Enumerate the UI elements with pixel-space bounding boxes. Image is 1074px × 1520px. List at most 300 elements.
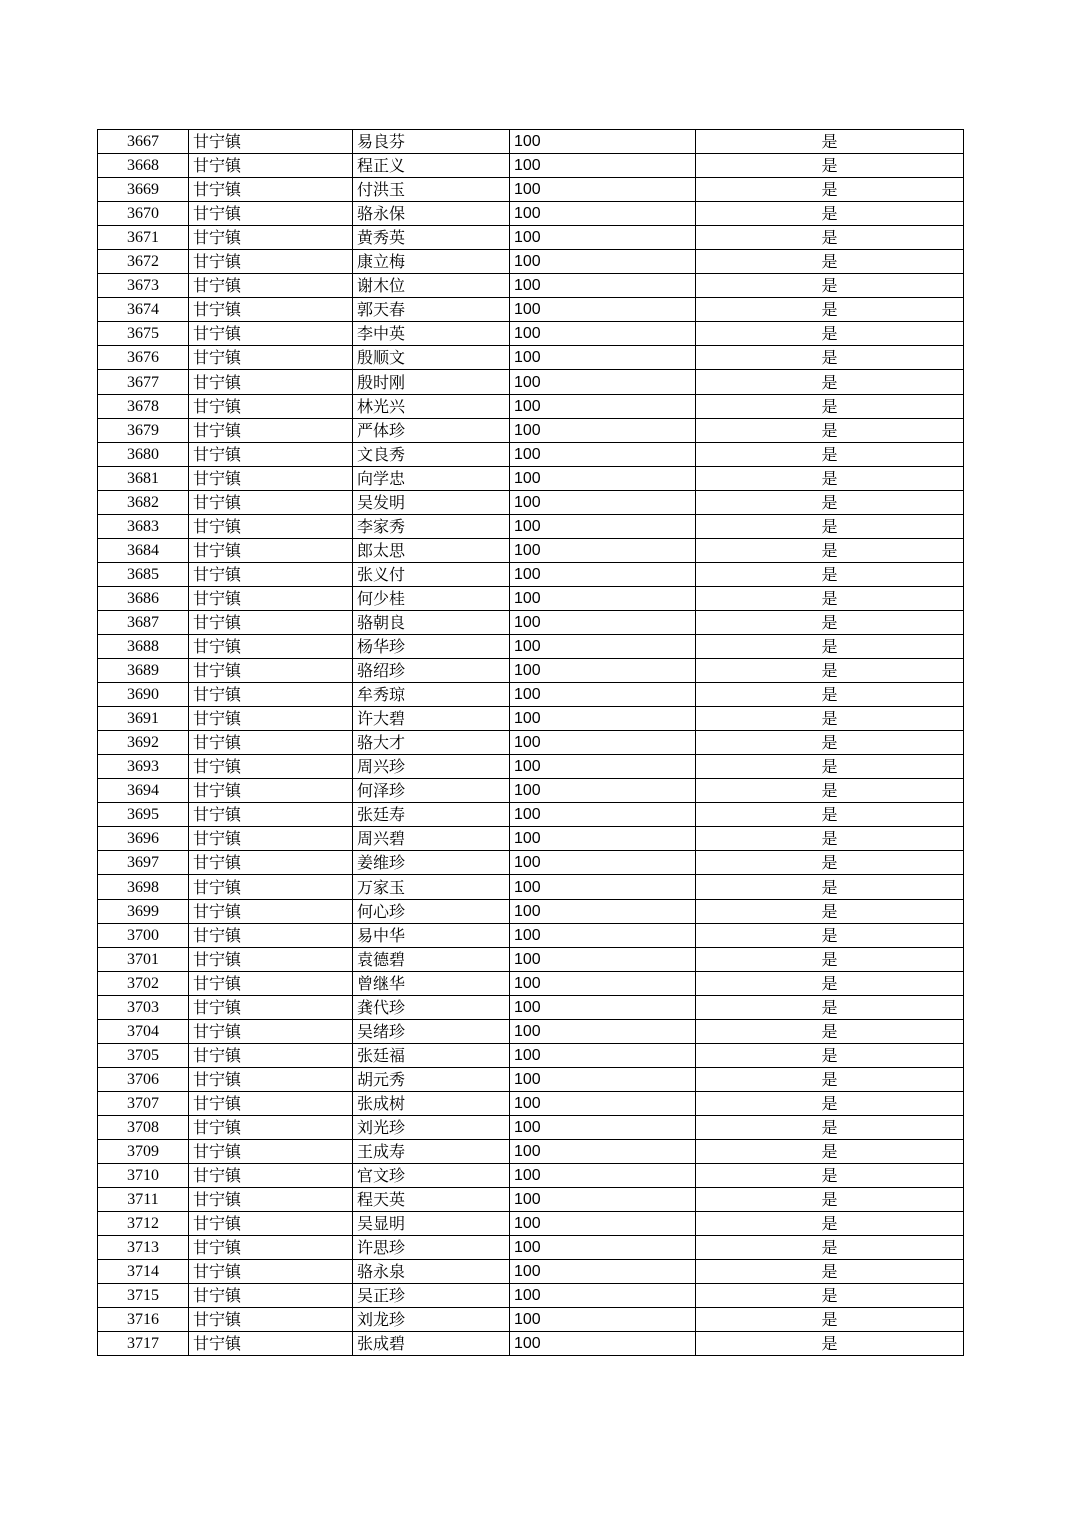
name-cell: 何泽珍 [353,779,510,803]
town-cell: 甘宁镇 [189,1164,353,1188]
status-cell: 是 [696,394,964,418]
row-number-cell: 3714 [98,1260,189,1284]
row-number-cell: 3676 [98,346,189,370]
amount-cell: 100 [510,394,696,418]
status-cell: 是 [696,851,964,875]
amount-cell: 100 [510,274,696,298]
name-cell: 何少桂 [353,586,510,610]
status-cell: 是 [696,659,964,683]
town-cell: 甘宁镇 [189,1212,353,1236]
name-cell: 殷时刚 [353,370,510,394]
town-cell: 甘宁镇 [189,1115,353,1139]
status-cell: 是 [696,683,964,707]
status-cell: 是 [696,562,964,586]
name-cell: 胡元秀 [353,1067,510,1091]
table-body [98,130,964,1356]
amount-cell: 100 [510,683,696,707]
amount-cell: 100 [510,346,696,370]
name-cell: 向学忠 [353,466,510,490]
amount-cell: 100 [510,659,696,683]
status-cell: 是 [696,947,964,971]
amount-cell: 100 [510,514,696,538]
amount-cell: 100 [510,250,696,274]
amount-cell: 100 [510,1212,696,1236]
town-cell: 甘宁镇 [189,755,353,779]
town-cell: 甘宁镇 [189,178,353,202]
town-cell: 甘宁镇 [189,202,353,226]
row-number-cell: 3671 [98,226,189,250]
amount-cell: 100 [510,634,696,658]
row-number-cell: 3690 [98,683,189,707]
status-cell: 是 [696,154,964,178]
row-number-cell: 3684 [98,538,189,562]
table-row [98,1332,964,1356]
amount-cell: 100 [510,1067,696,1091]
table-row [98,514,964,538]
amount-cell: 100 [510,154,696,178]
name-cell: 周兴碧 [353,827,510,851]
status-cell: 是 [696,1115,964,1139]
table-row [98,683,964,707]
town-cell: 甘宁镇 [189,827,353,851]
town-cell: 甘宁镇 [189,514,353,538]
name-cell: 许思珍 [353,1236,510,1260]
amount-cell: 100 [510,995,696,1019]
table-row [98,707,964,731]
row-number-cell: 3713 [98,1236,189,1260]
status-cell: 是 [696,1308,964,1332]
row-number-cell: 3679 [98,418,189,442]
town-cell: 甘宁镇 [189,490,353,514]
amount-cell: 100 [510,971,696,995]
name-cell: 牟秀琼 [353,683,510,707]
status-cell: 是 [696,1043,964,1067]
status-cell: 是 [696,707,964,731]
row-number-cell: 3668 [98,154,189,178]
row-number-cell: 3677 [98,370,189,394]
table-row [98,947,964,971]
status-cell: 是 [696,803,964,827]
row-number-cell: 3715 [98,1284,189,1308]
row-number-cell: 3692 [98,731,189,755]
amount-cell: 100 [510,322,696,346]
table-row [98,418,964,442]
row-number-cell: 3689 [98,659,189,683]
town-cell: 甘宁镇 [189,1308,353,1332]
town-cell: 甘宁镇 [189,1260,353,1284]
table-row [98,562,964,586]
row-number-cell: 3674 [98,298,189,322]
status-cell: 是 [696,274,964,298]
status-cell: 是 [696,442,964,466]
town-cell: 甘宁镇 [189,538,353,562]
status-cell: 是 [696,418,964,442]
table-row [98,1260,964,1284]
row-number-cell: 3670 [98,202,189,226]
name-cell: 林光兴 [353,394,510,418]
table-row [98,178,964,202]
town-cell: 甘宁镇 [189,298,353,322]
status-cell: 是 [696,875,964,899]
name-cell: 易良芬 [353,130,510,154]
table-row [98,346,964,370]
table-row [98,1188,964,1212]
name-cell: 骆永保 [353,202,510,226]
town-cell: 甘宁镇 [189,274,353,298]
name-cell: 张廷福 [353,1043,510,1067]
town-cell: 甘宁镇 [189,322,353,346]
name-cell: 李家秀 [353,514,510,538]
amount-cell: 100 [510,1308,696,1332]
name-cell: 袁德碧 [353,947,510,971]
row-number-cell: 3708 [98,1115,189,1139]
table-row [98,226,964,250]
row-number-cell: 3683 [98,514,189,538]
status-cell: 是 [696,490,964,514]
row-number-cell: 3701 [98,947,189,971]
amount-cell: 100 [510,1260,696,1284]
town-cell: 甘宁镇 [189,442,353,466]
row-number-cell: 3680 [98,442,189,466]
amount-cell: 100 [510,1284,696,1308]
name-cell: 张成树 [353,1091,510,1115]
town-cell: 甘宁镇 [189,586,353,610]
table-row [98,995,964,1019]
table-row [98,298,964,322]
name-cell: 郭天春 [353,298,510,322]
table-row [98,1284,964,1308]
table-row [98,1164,964,1188]
row-number-cell: 3691 [98,707,189,731]
town-cell: 甘宁镇 [189,731,353,755]
table-row [98,1043,964,1067]
amount-cell: 100 [510,586,696,610]
town-cell: 甘宁镇 [189,851,353,875]
status-cell: 是 [696,202,964,226]
table-row [98,779,964,803]
town-cell: 甘宁镇 [189,226,353,250]
row-number-cell: 3703 [98,995,189,1019]
status-cell: 是 [696,514,964,538]
row-number-cell: 3682 [98,490,189,514]
row-number-cell: 3669 [98,178,189,202]
town-cell: 甘宁镇 [189,1236,353,1260]
status-cell: 是 [696,1067,964,1091]
status-cell: 是 [696,1284,964,1308]
status-cell: 是 [696,1164,964,1188]
row-number-cell: 3711 [98,1188,189,1212]
row-number-cell: 3687 [98,610,189,634]
name-cell: 吴正珍 [353,1284,510,1308]
row-number-cell: 3672 [98,250,189,274]
amount-cell: 100 [510,1115,696,1139]
town-cell: 甘宁镇 [189,707,353,731]
name-cell: 张廷寿 [353,803,510,827]
table-row [98,1067,964,1091]
town-cell: 甘宁镇 [189,1043,353,1067]
table-row [98,731,964,755]
amount-cell: 100 [510,851,696,875]
name-cell: 文良秀 [353,442,510,466]
table-row [98,370,964,394]
name-cell: 骆永泉 [353,1260,510,1284]
table-row [98,923,964,947]
amount-cell: 100 [510,1019,696,1043]
status-cell: 是 [696,610,964,634]
amount-cell: 100 [510,538,696,562]
amount-cell: 100 [510,370,696,394]
table-row [98,322,964,346]
status-cell: 是 [696,1188,964,1212]
name-cell: 黄秀英 [353,226,510,250]
name-cell: 易中华 [353,923,510,947]
name-cell: 程天英 [353,1188,510,1212]
town-cell: 甘宁镇 [189,346,353,370]
amount-cell: 100 [510,731,696,755]
name-cell: 何心珍 [353,899,510,923]
row-number-cell: 3709 [98,1139,189,1163]
name-cell: 骆大才 [353,731,510,755]
town-cell: 甘宁镇 [189,1019,353,1043]
amount-cell: 100 [510,1332,696,1356]
town-cell: 甘宁镇 [189,923,353,947]
amount-cell: 100 [510,466,696,490]
name-cell: 谢木位 [353,274,510,298]
status-cell: 是 [696,923,964,947]
table-row [98,803,964,827]
name-cell: 杨华珍 [353,634,510,658]
name-cell: 张义付 [353,562,510,586]
town-cell: 甘宁镇 [189,995,353,1019]
status-cell: 是 [696,1260,964,1284]
status-cell: 是 [696,250,964,274]
row-number-cell: 3697 [98,851,189,875]
table-row [98,610,964,634]
amount-cell: 100 [510,803,696,827]
town-cell: 甘宁镇 [189,370,353,394]
name-cell: 郎太思 [353,538,510,562]
name-cell: 吴显明 [353,1212,510,1236]
row-number-cell: 3675 [98,322,189,346]
status-cell: 是 [696,298,964,322]
status-cell: 是 [696,346,964,370]
table-row [98,586,964,610]
row-number-cell: 3702 [98,971,189,995]
row-number-cell: 3667 [98,130,189,154]
name-cell: 王成寿 [353,1139,510,1163]
name-cell: 刘龙珍 [353,1308,510,1332]
table-row [98,634,964,658]
name-cell: 龚代珍 [353,995,510,1019]
name-cell: 骆绍珍 [353,659,510,683]
status-cell: 是 [696,130,964,154]
amount-cell: 100 [510,947,696,971]
table-row [98,875,964,899]
amount-cell: 100 [510,899,696,923]
name-cell: 周兴珍 [353,755,510,779]
amount-cell: 100 [510,130,696,154]
town-cell: 甘宁镇 [189,466,353,490]
table-row [98,394,964,418]
town-cell: 甘宁镇 [189,394,353,418]
town-cell: 甘宁镇 [189,610,353,634]
town-cell: 甘宁镇 [189,418,353,442]
row-number-cell: 3673 [98,274,189,298]
name-cell: 刘光珍 [353,1115,510,1139]
status-cell: 是 [696,1212,964,1236]
status-cell: 是 [696,827,964,851]
status-cell: 是 [696,1236,964,1260]
table-row [98,130,964,154]
amount-cell: 100 [510,707,696,731]
status-cell: 是 [696,370,964,394]
amount-cell: 100 [510,1043,696,1067]
row-number-cell: 3717 [98,1332,189,1356]
name-cell: 曾继华 [353,971,510,995]
name-cell: 张成碧 [353,1332,510,1356]
table-row [98,1236,964,1260]
status-cell: 是 [696,779,964,803]
amount-cell: 100 [510,298,696,322]
amount-cell: 100 [510,490,696,514]
table-row [98,1139,964,1163]
table-row [98,442,964,466]
name-cell: 姜维珍 [353,851,510,875]
town-cell: 甘宁镇 [189,875,353,899]
table-row [98,659,964,683]
name-cell: 李中英 [353,322,510,346]
town-cell: 甘宁镇 [189,562,353,586]
amount-cell: 100 [510,442,696,466]
status-cell: 是 [696,755,964,779]
row-number-cell: 3698 [98,875,189,899]
row-number-cell: 3704 [98,1019,189,1043]
town-cell: 甘宁镇 [189,947,353,971]
amount-cell: 100 [510,178,696,202]
town-cell: 甘宁镇 [189,634,353,658]
name-cell: 程正义 [353,154,510,178]
town-cell: 甘宁镇 [189,971,353,995]
table-row [98,851,964,875]
table-row [98,1091,964,1115]
row-number-cell: 3705 [98,1043,189,1067]
town-cell: 甘宁镇 [189,1332,353,1356]
table-row [98,202,964,226]
name-cell: 吴绪珍 [353,1019,510,1043]
town-cell: 甘宁镇 [189,659,353,683]
name-cell: 严体珍 [353,418,510,442]
town-cell: 甘宁镇 [189,1188,353,1212]
row-number-cell: 3706 [98,1067,189,1091]
status-cell: 是 [696,634,964,658]
row-number-cell: 3694 [98,779,189,803]
status-cell: 是 [696,586,964,610]
town-cell: 甘宁镇 [189,250,353,274]
town-cell: 甘宁镇 [189,1139,353,1163]
amount-cell: 100 [510,1188,696,1212]
town-cell: 甘宁镇 [189,1067,353,1091]
table-row [98,466,964,490]
amount-cell: 100 [510,1139,696,1163]
table-row [98,971,964,995]
table-row [98,490,964,514]
status-cell: 是 [696,899,964,923]
table-row [98,274,964,298]
table-row [98,1212,964,1236]
amount-cell: 100 [510,1236,696,1260]
row-number-cell: 3699 [98,899,189,923]
status-cell: 是 [696,322,964,346]
table-row [98,1115,964,1139]
status-cell: 是 [696,1091,964,1115]
amount-cell: 100 [510,1164,696,1188]
amount-cell: 100 [510,827,696,851]
town-cell: 甘宁镇 [189,1091,353,1115]
status-cell: 是 [696,226,964,250]
amount-cell: 100 [510,202,696,226]
row-number-cell: 3686 [98,586,189,610]
row-number-cell: 3688 [98,634,189,658]
amount-cell: 100 [510,875,696,899]
row-number-cell: 3685 [98,562,189,586]
amount-cell: 100 [510,226,696,250]
status-cell: 是 [696,995,964,1019]
status-cell: 是 [696,538,964,562]
amount-cell: 100 [510,779,696,803]
status-cell: 是 [696,731,964,755]
row-number-cell: 3716 [98,1308,189,1332]
name-cell: 官文珍 [353,1164,510,1188]
table-row [98,538,964,562]
row-number-cell: 3678 [98,394,189,418]
town-cell: 甘宁镇 [189,154,353,178]
row-number-cell: 3696 [98,827,189,851]
row-number-cell: 3700 [98,923,189,947]
town-cell: 甘宁镇 [189,803,353,827]
amount-cell: 100 [510,610,696,634]
row-number-cell: 3712 [98,1212,189,1236]
table-row [98,827,964,851]
row-number-cell: 3710 [98,1164,189,1188]
row-number-cell: 3695 [98,803,189,827]
amount-cell: 100 [510,755,696,779]
town-cell: 甘宁镇 [189,130,353,154]
name-cell: 殷顺文 [353,346,510,370]
table-row [98,1308,964,1332]
name-cell: 吴发明 [353,490,510,514]
status-cell: 是 [696,1019,964,1043]
table-row [98,1019,964,1043]
status-cell: 是 [696,1332,964,1356]
name-cell: 骆朝良 [353,610,510,634]
row-number-cell: 3693 [98,755,189,779]
town-cell: 甘宁镇 [189,1284,353,1308]
name-cell: 万家玉 [353,875,510,899]
row-number-cell: 3681 [98,466,189,490]
status-cell: 是 [696,178,964,202]
status-cell: 是 [696,466,964,490]
amount-cell: 100 [510,1091,696,1115]
name-cell: 康立梅 [353,250,510,274]
status-cell: 是 [696,971,964,995]
town-cell: 甘宁镇 [189,779,353,803]
table-row [98,250,964,274]
data-table [97,129,964,1356]
row-number-cell: 3707 [98,1091,189,1115]
table-row [98,154,964,178]
status-cell: 是 [696,1139,964,1163]
table-row [98,899,964,923]
